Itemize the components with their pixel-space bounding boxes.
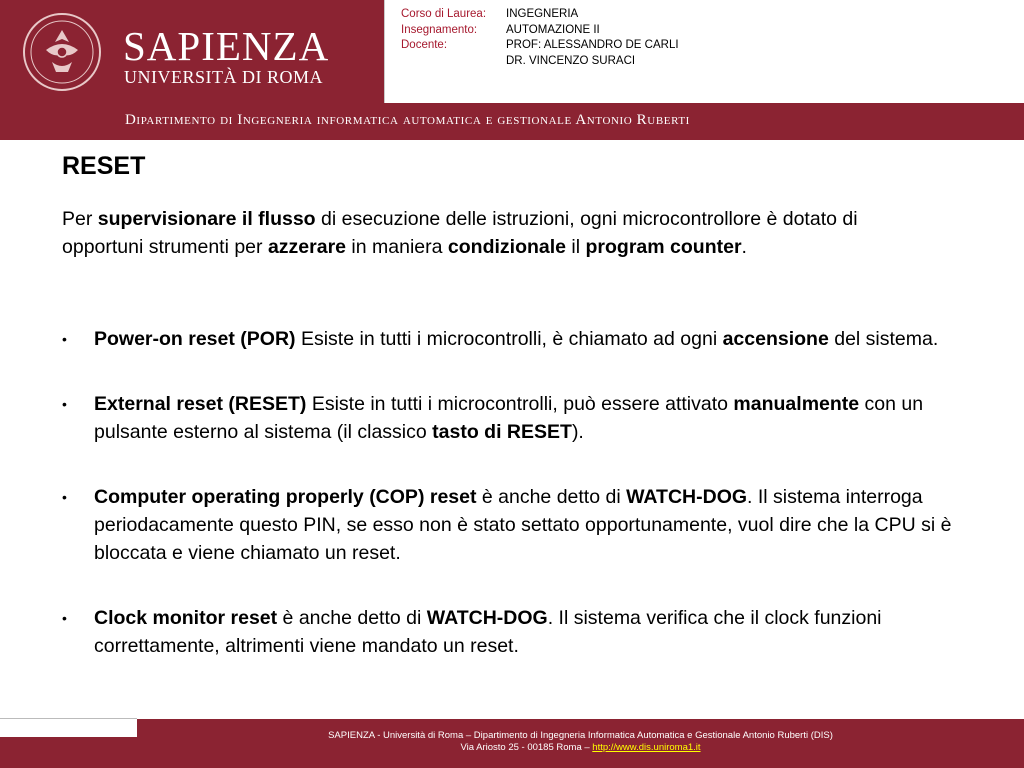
department-band bbox=[0, 103, 1024, 140]
header-brand-panel bbox=[0, 0, 385, 103]
intro-text: . bbox=[741, 236, 747, 258]
footer-street: Via Ariosto 25 - 00185 Roma – bbox=[460, 742, 593, 753]
intro-text: il bbox=[566, 236, 586, 258]
item-text: è anche detto di bbox=[277, 607, 427, 629]
intro-bold: supervisionare il flusso bbox=[97, 208, 316, 230]
item-text: Esiste in tutti i microcontrolli, è chiamato ad ogni bbox=[295, 328, 723, 350]
teacher-label-2 bbox=[401, 54, 506, 70]
teacher-label: Docente: bbox=[401, 39, 448, 51]
intro-text: in maniera bbox=[346, 236, 448, 258]
item-text: . Il sistema interroga periodacamente questo PIN, se esso non è stato settato opportunamente, vuol dire che la CPU si è bloccata e viene chiamato un reset. bbox=[94, 486, 952, 564]
item-bold: manualmente bbox=[733, 393, 860, 415]
teacher-row-2 bbox=[401, 54, 679, 70]
sapienza-seal-logo bbox=[22, 12, 102, 92]
list-item-por bbox=[62, 325, 962, 353]
item-bold: WATCH-DOG bbox=[626, 486, 748, 508]
intro-bold: condizionale bbox=[447, 236, 567, 258]
item-bold: accensione bbox=[722, 328, 829, 350]
item-text: ). bbox=[571, 421, 584, 443]
footer-website-link[interactable]: http://www.dis.uniroma1.it bbox=[592, 742, 701, 753]
intro-paragraph bbox=[62, 205, 942, 261]
item-bold: tasto di RESET bbox=[432, 421, 572, 443]
course-row bbox=[401, 7, 679, 23]
item-text: Esiste in tutti i microcontrolli, può essere attivato bbox=[306, 393, 734, 415]
intro-bold: program counter bbox=[585, 236, 742, 258]
footer-left-band bbox=[0, 737, 137, 768]
footer-divider bbox=[0, 718, 137, 719]
teaching-row bbox=[401, 23, 679, 39]
course-label: Corso di Laurea: bbox=[401, 8, 487, 20]
footer-contact-line bbox=[137, 742, 1024, 754]
reset-types-list bbox=[62, 325, 962, 697]
item-bold: WATCH-DOG bbox=[426, 607, 548, 629]
bullet-icon: • bbox=[62, 610, 67, 626]
list-item-external-reset bbox=[62, 390, 962, 446]
intro-text: Per bbox=[62, 208, 98, 230]
course-value: INGEGNERIA bbox=[506, 8, 579, 20]
course-info bbox=[401, 7, 679, 69]
teacher-value: PROF: ALESSANDRO DE CARLI bbox=[506, 39, 679, 51]
item-text: . Il sistema verifica che il clock funzioni correttamente, altrimenti viene mandato un reset. bbox=[94, 607, 882, 657]
teacher-row bbox=[401, 38, 679, 54]
item-text: del sistema. bbox=[828, 328, 939, 350]
item-text: è anche detto di bbox=[476, 486, 627, 508]
footer-address-line: SAPIENZA - Università di Roma – Dipartimento di Ingegneria Informatica Automatica e Gestionale Antonio Ruberti (DIS) bbox=[328, 730, 833, 741]
item-text: con un pulsante esterno al sistema (il classico bbox=[94, 393, 924, 443]
department-title: Dipartimento di Ingegneria informatica automatica e gestionale Antonio Ruberti bbox=[125, 112, 690, 128]
teaching-label: Insegnamento: bbox=[401, 23, 478, 36]
list-item-clock-monitor-reset bbox=[62, 604, 962, 660]
item-term: Computer operating properly (COP) reset bbox=[94, 486, 477, 508]
item-term: Power-on reset (POR) bbox=[94, 328, 296, 350]
item-term: Clock monitor reset bbox=[94, 607, 278, 629]
teacher-value-2: DR. VINCENZO SURACI bbox=[506, 54, 636, 67]
item-term: External reset (RESET) bbox=[94, 393, 307, 415]
bullet-icon: • bbox=[62, 489, 67, 505]
bullet-icon: • bbox=[62, 396, 67, 412]
footer bbox=[137, 719, 1024, 768]
intro-bold: azzerare bbox=[267, 236, 347, 258]
brand-subtitle: UNIVERSITÀ DI ROMA bbox=[124, 67, 323, 87]
slide-title: RESET bbox=[62, 152, 146, 180]
teaching-value: AUTOMAZIONE II bbox=[506, 23, 600, 36]
bullet-icon: • bbox=[62, 331, 67, 347]
list-item-cop-reset bbox=[62, 483, 962, 567]
intro-text: di esecuzione delle istruzioni, ogni microcontrollore è dotato di opportuni strumenti per bbox=[62, 208, 858, 258]
brand-name: SAPIENZA bbox=[123, 23, 330, 69]
